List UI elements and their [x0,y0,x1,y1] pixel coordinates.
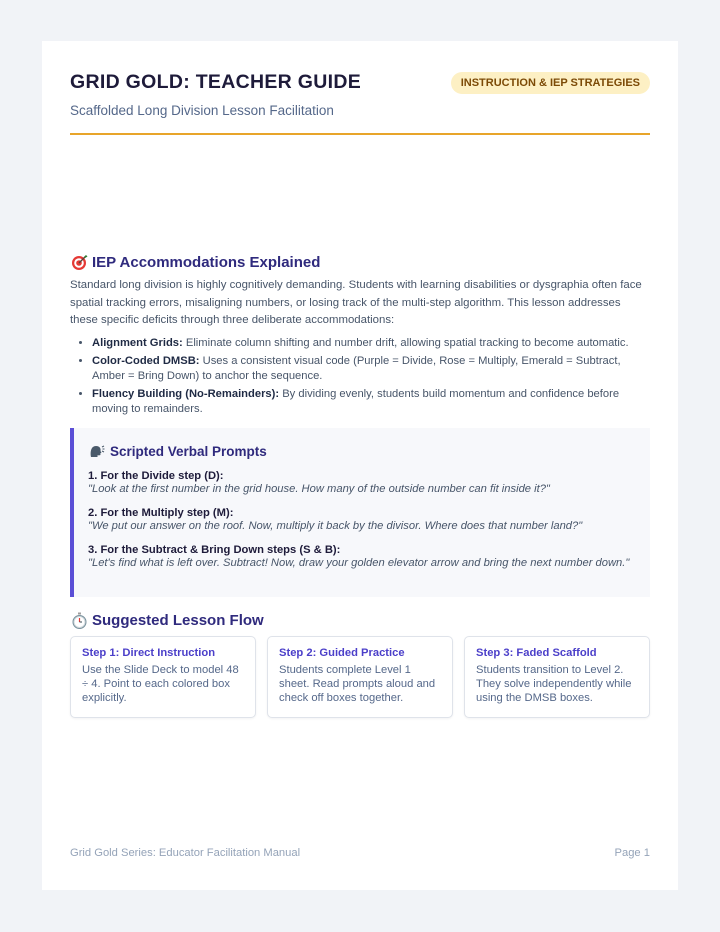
category-badge: INSTRUCTION & IEP STRATEGIES [451,72,650,94]
speaking-head-icon [88,442,106,460]
stopwatch-icon [70,611,88,629]
accommodation-label: Fluency Building (No-Remainders): [92,387,280,400]
list-item [92,354,650,384]
step-description: Students transition to Level 2. They solve independently while using the DMSB boxes. [476,664,632,704]
target-icon [70,253,88,271]
prompts-heading-text: Scripted Verbal Prompts [110,443,267,459]
iep-heading-text: IEP Accommodations Explained [92,253,321,271]
prompt-quote: "Let's find what is left over. Subtract! Now, draw your golden elevator arrow and bring the next number down." [88,557,630,569]
list-item [92,387,650,417]
iep-intro: Standard long division is highly cognitively demanding. Students with learning disabilities or dysgraphia often face spatial tracking errors, misaligning numbers, or losing track of the multi-step algorithm. This lesson addresses these specific deficits through three deliberate accommodations: [70,279,642,326]
page-footer [70,847,650,859]
lesson-flow-heading-text: Suggested Lesson Flow [92,611,264,629]
accommodation-text: By dividing evenly, students build momentum and confidence before moving to remainders. [92,387,620,415]
accommodations-list [70,336,650,417]
prompt-item [88,544,634,571]
accommodation-label: Color-Coded DMSB: [92,354,200,367]
iep-section [70,253,650,420]
prompt-label: 1. For the Divide step (D): [88,470,224,482]
verbal-prompts-box [70,428,650,597]
lesson-flow-cards [70,636,650,718]
page-number: Page 1 [614,847,650,859]
accommodation-text: Eliminate column shifting and number drift, allowing spatial tracking to become automatic. [182,336,629,349]
lesson-flow-heading [70,611,264,629]
accommodation-label: Alignment Grids: [92,336,183,349]
prompts-heading [88,442,634,460]
step-description: Students complete Level 1 sheet. Read prompts aloud and check off boxes together. [279,664,436,704]
prompt-quote: "We put our answer on the roof. Now, multiply it back by the divisor. Where does that number land?" [88,520,583,532]
footer-series-label: Grid Gold Series: Educator Facilitation Manual [70,847,301,859]
step-card [267,636,453,718]
step-title: Step 2: Guided Practice [279,647,405,659]
prompt-quote: "Look at the first number in the grid house. How many of the outside number can fit inside it?" [88,483,550,495]
step-title: Step 1: Direct Instruction [82,647,216,659]
prompt-label: 3. For the Subtract & Bring Down steps (S & B): [88,544,341,556]
page-subtitle: Scaffolded Long Division Lesson Facilitation [70,103,334,118]
page-title: GRID GOLD: TEACHER GUIDE [70,71,362,93]
step-description: Use the Slide Deck to model 48 ÷ 4. Point to each colored box explicitly. [82,664,239,704]
prompt-item [88,507,634,534]
step-card [464,636,650,718]
header-divider [70,133,650,135]
step-title: Step 3: Faded Scaffold [476,647,597,659]
guide-page [42,41,678,890]
list-item [92,336,650,351]
accommodation-text: Uses a consistent visual code (Purple = Divide, Rose = Multiply, Emerald = Subtract, Amber = Bring Down) to anchor the sequence. [92,354,621,382]
iep-heading [70,253,650,271]
prompt-label: 2. For the Multiply step (M): [88,507,234,519]
prompt-item [88,470,634,497]
step-card [70,636,256,718]
